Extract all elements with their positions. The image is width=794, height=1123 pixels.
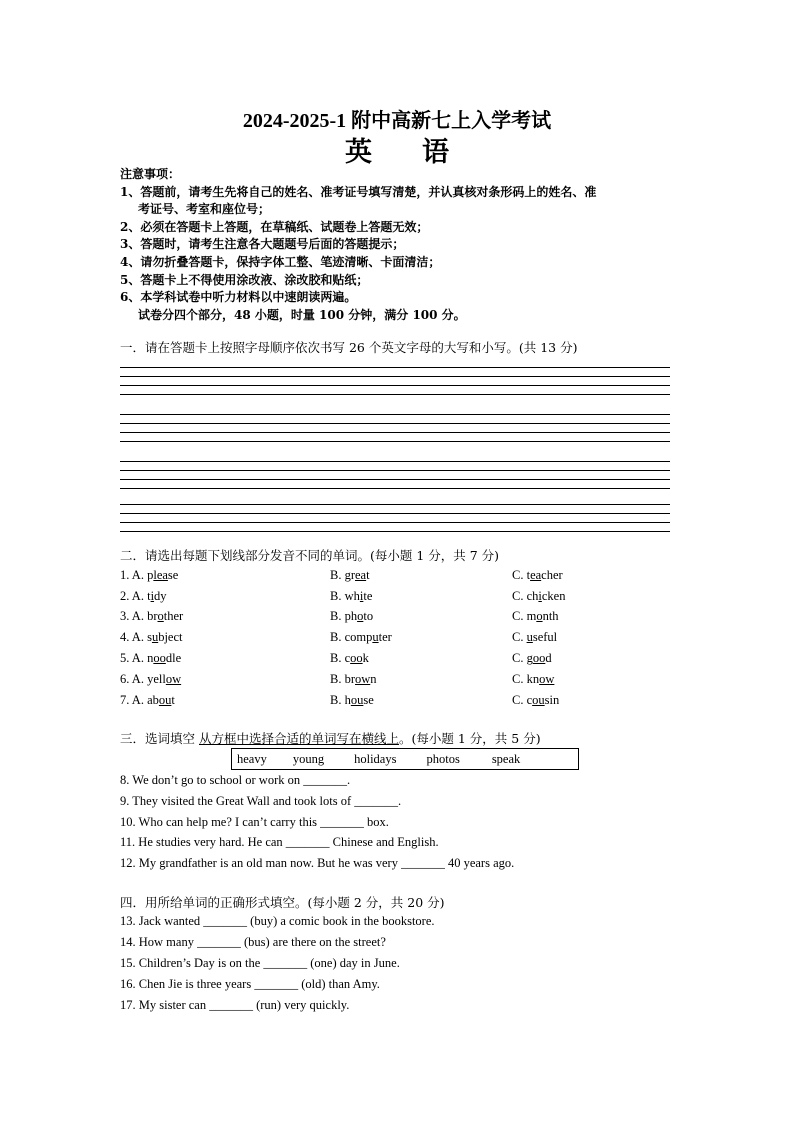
word-bank-word: photos <box>426 751 460 766</box>
option-b: B. computer <box>330 630 392 644</box>
option-b: B. great <box>330 568 370 582</box>
section3-heading: 三．选词填空 从方框中选择合适的单词写在横线上。(每小题 1 分，共 5 分) <box>120 731 541 746</box>
sentence: 13. Jack wanted _______ (buy) a comic book in the bookstore. <box>120 914 435 928</box>
writing-lines-group[interactable] <box>120 461 670 489</box>
option-c: C. cousin <box>512 693 560 707</box>
exam-notes <box>120 166 680 324</box>
sentence: 12. My grandfather is an old man now. But he was very _______ 40 years ago. <box>120 856 515 870</box>
word-bank-word: heavy <box>237 751 267 766</box>
note-item: 试卷分四个部分，48 小题，时量 100 分钟，满分 100 分。 <box>138 307 466 322</box>
option-a: 4. A. subject <box>120 630 183 644</box>
note-item: 5、答题卡上不得使用涂改液、涂改胶和贴纸； <box>120 272 369 287</box>
notes-heading: 注意事项： <box>120 167 181 181</box>
option-b: B. brown <box>330 672 377 686</box>
option-c: C. know <box>512 672 555 686</box>
writing-lines-group[interactable] <box>120 504 670 532</box>
word-bank-word: young <box>292 751 325 766</box>
option-b: B. white <box>330 589 373 603</box>
subject-title: 英语 <box>345 137 499 168</box>
option-a: 1. A. please <box>120 568 179 582</box>
writing-lines-group[interactable] <box>120 414 670 442</box>
note-item: 3、答题时，请考生注意各大题题号后面的答题提示； <box>120 237 405 252</box>
option-c: C. teacher <box>512 568 563 582</box>
option-c: C. chicken <box>512 589 566 603</box>
word-bank-word: speak <box>491 751 521 766</box>
option-a: 3. A. brother <box>120 609 184 623</box>
option-a: 6. A. yellow <box>120 672 182 686</box>
exam-title: 2024-2025-1 附中高新七上入学考试 <box>242 110 552 132</box>
option-a: 2. A. tidy <box>120 589 167 603</box>
word-bank-word: holidays <box>354 751 397 766</box>
section1-heading: 一．请在答题卡上按照字母顺序依次书写 26 个英文字母的大写和小写。(共 13 分) <box>120 340 578 355</box>
sentence: 17. My sister can _______ (run) very quickly. <box>120 998 350 1012</box>
word-bank-box <box>231 748 579 770</box>
option-a: 7. A. about <box>120 693 175 707</box>
note-item: 1、答题前，请考生先将自己的姓名、准考证号填写清楚，并认真核对条形码上的姓名、准 <box>120 184 597 199</box>
sentence: 10. Who can help me? I can’t carry this _______ box. <box>120 815 389 829</box>
note-item: 2、必须在答题卡上答题，在草稿纸、试题卷上答题无效； <box>120 219 429 234</box>
option-b: B. house <box>330 693 374 707</box>
note-item: 4、请勿折叠答题卡，保持字体工整、笔迹清晰、卡面清洁； <box>120 254 441 269</box>
option-c: C. month <box>512 609 559 623</box>
note-item: 考证号、考室和座位号； <box>138 202 271 217</box>
option-c: C. useful <box>512 630 558 644</box>
sentence: 11. He studies very hard. He can _______ Chinese and English. <box>120 835 439 849</box>
sentence: 16. Chen Jie is three years _______ (old) than Amy. <box>120 977 380 991</box>
option-c: C. good <box>512 651 552 665</box>
note-item: 6、本学科试卷中听力材料以中速朗读两遍。 <box>120 290 357 305</box>
section4-heading: 四．用所给单词的正确形式填空。(每小题 2 分，共 20 分) <box>120 895 445 910</box>
writing-lines-group[interactable] <box>120 367 670 395</box>
section2-heading: 二．请选出每题下划线部分发音不同的单词。(每小题 1 分，共 7 分) <box>120 548 500 563</box>
sentence: 14. How many _______ (bus) are there on the street? <box>120 935 386 949</box>
option-a: 5. A. noodle <box>120 651 182 665</box>
sentence: 15. Children’s Day is on the _______ (one) day in June. <box>120 956 400 970</box>
option-b: B. cook <box>330 651 369 665</box>
sentence: 8. We don’t go to school or work on _______. <box>120 773 351 787</box>
sentence: 9. They visited the Great Wall and took lots of _______. <box>120 794 402 808</box>
option-b: B. photo <box>330 609 374 623</box>
